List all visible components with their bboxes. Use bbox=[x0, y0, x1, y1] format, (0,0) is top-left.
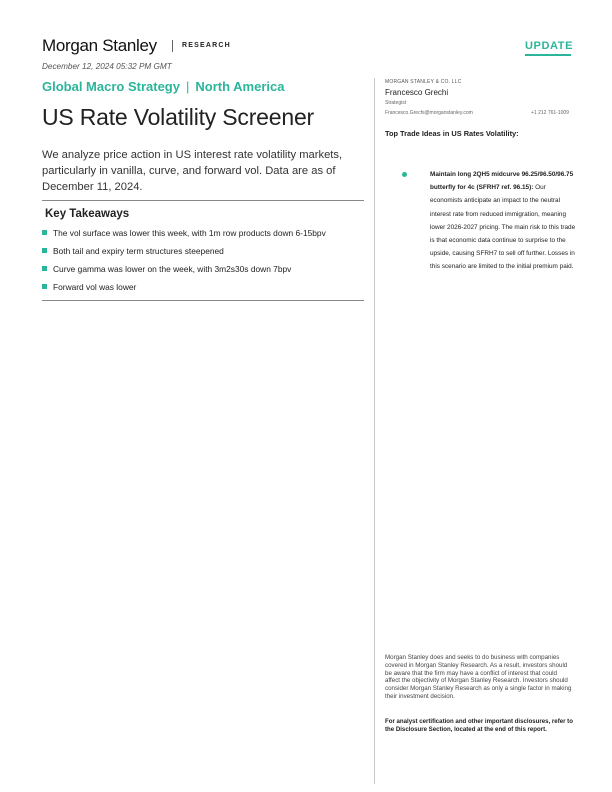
region-name: North America bbox=[195, 79, 285, 94]
strategy-separator: | bbox=[185, 79, 190, 94]
trade-idea bbox=[430, 168, 576, 274]
trade-ideas-heading: Top Trade Ideas in US Rates Volatility: bbox=[385, 129, 519, 138]
analyst-phone: +1 212 761-1009 bbox=[531, 110, 569, 116]
update-tag: UPDATE bbox=[525, 40, 574, 52]
bullet-square-icon bbox=[42, 266, 47, 271]
strategy-name: Global Macro Strategy bbox=[42, 79, 180, 94]
strategy-line bbox=[42, 79, 284, 94]
bullet-square-icon bbox=[42, 248, 47, 253]
takeaway-text: Both tail and expiry term structures steepened bbox=[53, 246, 224, 256]
column-divider bbox=[374, 78, 375, 784]
bullet-square-icon bbox=[42, 230, 47, 235]
page-title: US Rate Volatility Screener bbox=[42, 104, 315, 130]
update-underline bbox=[525, 54, 571, 56]
logo-divider bbox=[172, 40, 173, 52]
list-item bbox=[42, 224, 364, 242]
section-label: RESEARCH bbox=[182, 42, 231, 49]
analyst-name: Francesco Grechi bbox=[385, 88, 449, 97]
divider-top bbox=[42, 200, 364, 201]
analyst-firm: MORGAN STANLEY & CO. LLC bbox=[385, 79, 462, 85]
analyst-role: Strategist bbox=[385, 100, 407, 106]
report-summary: We analyze price action in US interest rate volatility markets, particularly in vanilla, curve, and forward vol. Data are as of December 11, 2024. bbox=[42, 149, 343, 193]
key-takeaways-list bbox=[42, 224, 364, 296]
divider-bottom bbox=[42, 300, 364, 301]
takeaway-text: The vol surface was lower this week, with 1m row products down 6-15bpv bbox=[53, 228, 326, 238]
report-date: December 12, 2024 05:32 PM GMT bbox=[42, 62, 172, 71]
list-item bbox=[42, 242, 364, 260]
analyst-email[interactable]: Francesco.Grechi@morganstanley.com bbox=[385, 110, 473, 116]
list-item bbox=[42, 260, 364, 278]
key-takeaways-heading: Key Takeaways bbox=[45, 208, 130, 220]
trade-idea-body: Our economists anticipate an impact to the neutral interest rate from reduced immigration, meaning lower 2026-2027 pricing. The main risk to this trade is that economic data continue to surprise to the upside, causing SFRH7 to sell off further. Losses in this scenario are limited to the initial premium paid. bbox=[430, 184, 576, 271]
takeaway-text: Curve gamma was lower on the week, with 3m2s30s down 7bpv bbox=[53, 264, 292, 274]
bullet-dot-icon bbox=[402, 172, 407, 177]
trade-idea-title: Maintain long 2QH5 midcurve 96.25/96.50/96.75 butterfly for 4c (SFRH7 ref. 96.15): bbox=[430, 171, 574, 192]
brand-logo: Morgan Stanley bbox=[42, 36, 157, 55]
takeaway-text: Forward vol was lower bbox=[53, 282, 137, 292]
bullet-square-icon bbox=[42, 284, 47, 289]
list-item bbox=[42, 278, 364, 296]
disclosure-note: For analyst certification and other important disclosures, refer to the Disclosure Section, located at the end of this report. bbox=[385, 718, 573, 733]
disclaimer-text: Morgan Stanley does and seeks to do business with companies covered in Morgan Stanley Research. As a result, investors should be aware that the firm may have a conflict of interest that could affect the objectivity of Morgan Stanley Research. Investors should consider Morgan Stanley Research as only a single factor in making their investment decision. bbox=[385, 654, 572, 700]
